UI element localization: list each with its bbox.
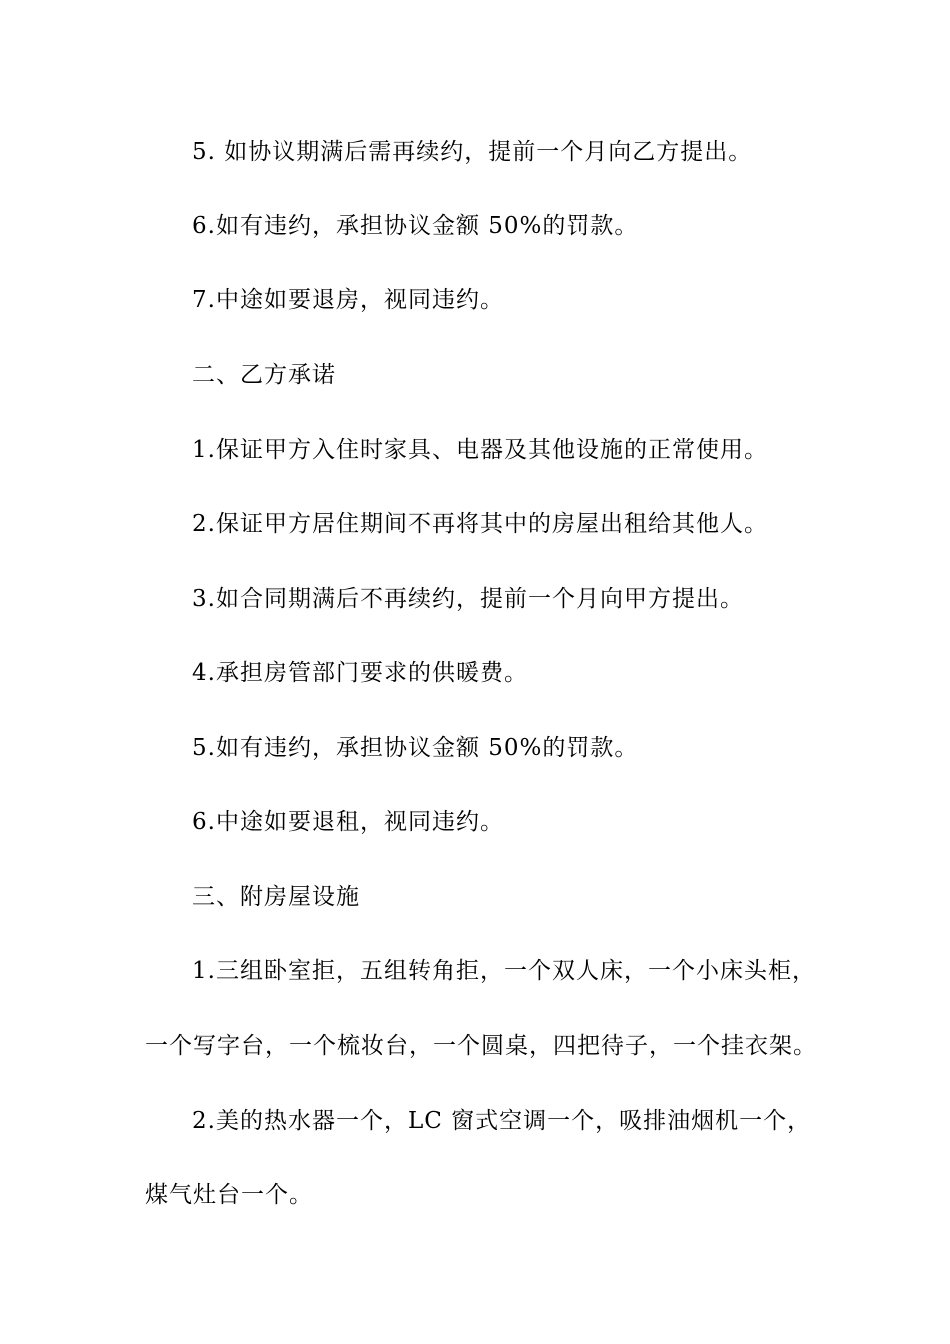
clause-a6-breach: 6.如有违约，承担协议金额 50%的罚款。 <box>192 213 639 239</box>
facility-item-2-line-2: 煤气灶台一个。 <box>145 1182 313 1208</box>
facility-item-1-line-1: 1.三组卧室拒，五组转角拒，一个双人床，一个小床头柜， <box>192 958 816 984</box>
facility-item-2-line-1: 2.美的热水器一个，LC 窗式空调一个，吸排油烟机一个， <box>192 1108 812 1134</box>
section-heading-facilities: 三、附房屋设施 <box>192 884 360 910</box>
clause-a5-renewal: 5. 如协议期满后需再续约，提前一个月向乙方提出。 <box>192 139 753 165</box>
clause-b4-heating: 4.承担房管部门要求的供暖费。 <box>192 660 528 686</box>
clause-a7-early-exit: 7.中途如要退房，视同违约。 <box>192 287 504 313</box>
facility-item-1-line-2: 一个写字台，一个梳妆台，一个圆桌，四把待子，一个挂衣架。 <box>145 1033 817 1059</box>
clause-b5-breach: 5.如有违约，承担协议金额 50%的罚款。 <box>192 735 639 761</box>
clause-b3-renewal: 3.如合同期满后不再续约，提前一个月向甲方提出。 <box>192 586 744 612</box>
clause-b1-furniture: 1.保证甲方入住时家具、电器及其他设施的正常使用。 <box>192 437 768 463</box>
clause-b2-no-sublet: 2.保证甲方居住期间不再将其中的房屋出租给其他人。 <box>192 511 768 537</box>
clause-b6-early-exit: 6.中途如要退租，视同违约。 <box>192 809 504 835</box>
section-heading-party-b: 二、乙方承诺 <box>192 362 336 388</box>
